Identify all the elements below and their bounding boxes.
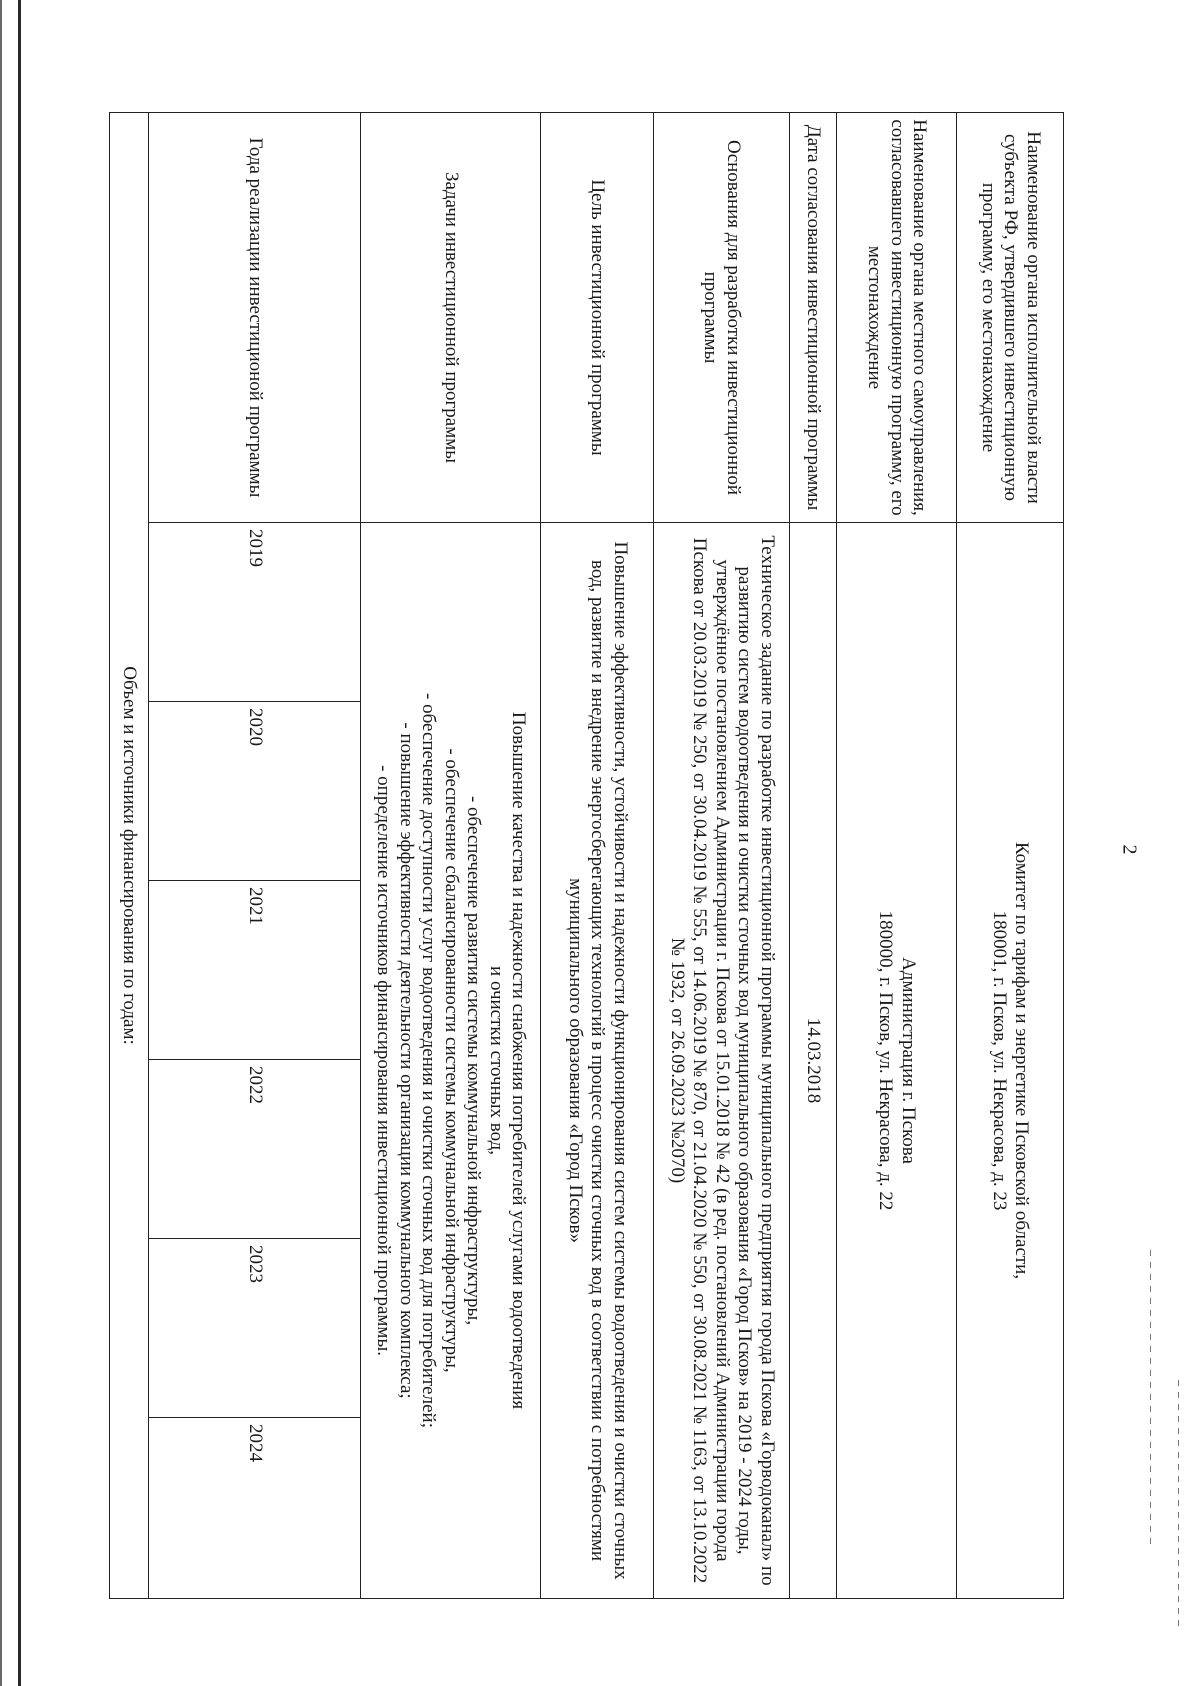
scan-artifact xyxy=(1178,1380,1179,1630)
year-cell: 2023 xyxy=(149,1239,361,1418)
year-cell: 2021 xyxy=(149,881,361,1060)
scan-artifact xyxy=(1150,1250,1151,1550)
table-row xyxy=(541,113,654,1599)
year-cell: 2024 xyxy=(149,1418,361,1599)
year-cell: 2022 xyxy=(149,1060,361,1239)
rotated-document xyxy=(110,112,1064,1598)
row-value-line: Комитет по тарифам и энергетике Псковской области, xyxy=(1011,841,1033,1280)
year-cell: 2020 xyxy=(149,702,361,881)
task-line: - обеспечение доступности услуг водоотведения и очистки сточных вод для потребителей; xyxy=(418,693,440,1428)
row-label: Основания для разработки инвестиционной программы xyxy=(654,113,790,523)
task-line: - определение источников финансирования инвестиционной программы. xyxy=(373,765,395,1356)
table-row xyxy=(149,113,361,1599)
task-line: - обеспечение развития системы коммунальной инфраструктуры, xyxy=(463,795,485,1326)
table-row xyxy=(790,113,837,1599)
year-cell: 2019 xyxy=(149,523,361,702)
row-label: Года реализации инвестиционой программы xyxy=(149,113,361,523)
row-value xyxy=(957,523,1064,1599)
task-line: Повышение качества и надежности снабжения потребителей услугами водоотведения xyxy=(507,711,529,1410)
financing-heading: Объем и источники финансирования по годам: xyxy=(110,113,149,1599)
table-row xyxy=(837,113,957,1599)
row-value: 14.03.2018 xyxy=(790,523,837,1599)
row-label: Наименование органа исполнительной власти субъекта РФ, утвердившего инвестиционную программу, его местонахождение xyxy=(957,113,1064,523)
investment-program-table xyxy=(109,112,1064,1599)
row-value-line: 180001, г. Псков, ул. Некрасова, д. 23 xyxy=(989,910,1010,1211)
table-row xyxy=(361,113,541,1599)
task-line: - повышение эффективности деятельности организации коммунального комплекса; xyxy=(395,722,417,1399)
task-line: и очистки сточных вод, xyxy=(485,966,507,1156)
table-row xyxy=(957,113,1064,1599)
row-value-line: Администрация г. Пскова xyxy=(897,957,919,1164)
row-label: Наименование органа местного самоуправления, согласовавшего инвестиционную программу, его местонахождение xyxy=(837,113,957,523)
row-label: Цель инвестиционной программы xyxy=(541,113,654,523)
row-label: Дата согласования инвестиционной программы xyxy=(790,113,837,523)
row-label: Задачи инвестиционной программы xyxy=(361,113,541,523)
page-number: 2 xyxy=(1118,844,1141,855)
row-value-line: 180000, г. Псков, ул. Некрасова, д. 22 xyxy=(875,910,897,1211)
row-value: Техническое задание по разработке инвестиционной программы муниципального предприятия города Пскова «Горводоканал» по развитию систем водоотведения и очистки сточных вод муниципального образования «Город Псков» на 2019 - 2024 годы, утверждённое постановлением Администрации г. Пскова от 15.01.2018 № 42 (в ред. постановлений Администрации города Пскова от 20.03.2019 № 250, от 30.04.2019 № 555, от 14.06.2019 № 870, от 21.04.2020 № 550, от 30.08.2021 № 1163, от 13.10.2022 № 1932, от 26.09.2023 №2070) xyxy=(654,523,790,1599)
scan-edge xyxy=(18,0,21,1686)
scan-edge xyxy=(0,0,2,1686)
row-value xyxy=(837,523,957,1599)
table-row xyxy=(110,113,149,1599)
table-row xyxy=(654,113,790,1599)
row-value xyxy=(361,523,541,1599)
task-line: - обеспечение сбалансированности системы коммунальной инфраструктуры, xyxy=(440,748,462,1373)
row-value: Повышение эффективности, устойчивости и надежности функционирования систем системы водоотведения и очистки сточных вод, развитие и внедрение энергосберегающих технологий в процесс очистки сточных вод в соответствии с потребностями муниципального образования «Город Псков» xyxy=(541,523,654,1599)
